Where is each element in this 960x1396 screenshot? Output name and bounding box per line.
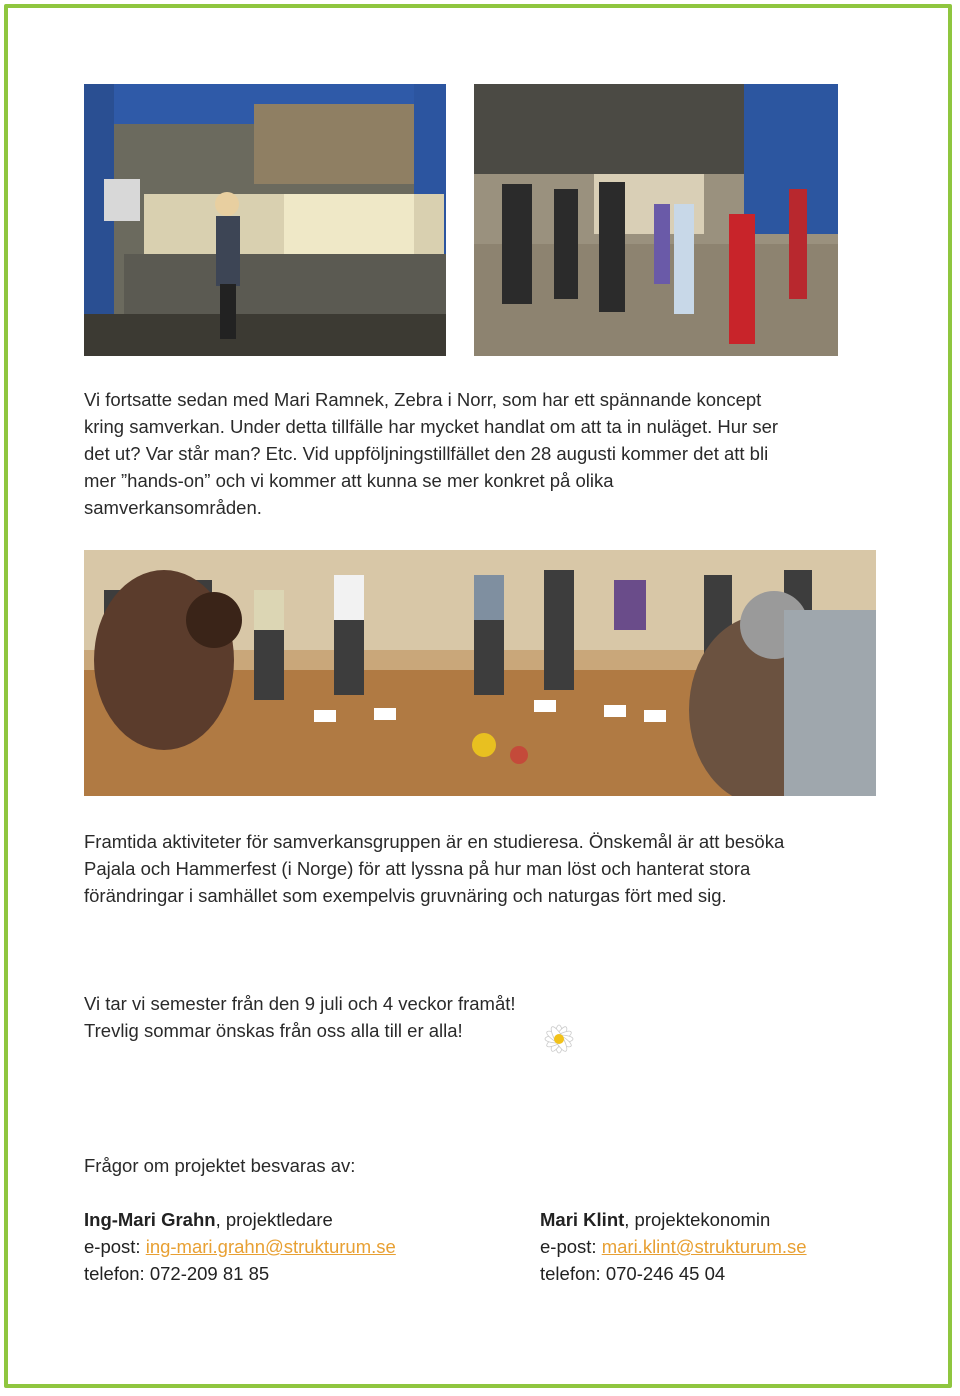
group-in-hall-photo (474, 84, 838, 356)
contact-ing-mari (84, 1206, 396, 1287)
text-line: förändringar i samhället som exempelvis gruvnäring och naturgas fört med sig. (84, 885, 727, 906)
email-link[interactable]: ing-mari.grahn@strukturum.se (145, 1236, 396, 1257)
contact-role: , projektekonomin (624, 1209, 771, 1230)
text-line: samverkansområden. (84, 497, 262, 518)
questions-heading: Frågor om projektet besvaras av: (84, 1155, 356, 1176)
email-label: e-post: (540, 1236, 602, 1257)
daisy-icon (536, 1016, 582, 1062)
meeting-circle-photo (84, 550, 876, 796)
paragraph-zebra (84, 386, 884, 521)
email-link[interactable]: mari.klint@strukturum.se (601, 1236, 807, 1257)
contact-phone: telefon: 072-209 81 85 (84, 1263, 270, 1284)
contact-name: Mari Klint (540, 1209, 625, 1230)
text-line: mer ”hands-on” och vi kommer att kunna se mer konkret på olika (84, 470, 614, 491)
text-line: Framtida aktiviteter för samverkansgruppen är en studieresa. Önskemål är att besöka (84, 831, 785, 852)
paragraph-semester (84, 990, 884, 1044)
text-line: Vi fortsatte sedan med Mari Ramnek, Zebra i Norr, som har ett spännande koncept (84, 389, 762, 410)
paragraph-questions (84, 1152, 884, 1179)
text-line: kring samverkan. Under detta tillfälle har mycket handlat om att ta in nuläget. Hur ser (84, 416, 779, 437)
text-line: Vi tar vi semester från den 9 juli och 4 veckor framåt! (84, 993, 516, 1014)
contact-mari-klint (540, 1206, 807, 1287)
paragraph-studieresa (84, 828, 884, 909)
text-line: Trevlig sommar önskas från oss alla till er alla! (84, 1020, 463, 1041)
contact-role: , projektledare (215, 1209, 333, 1230)
text-line: det ut? Var står man? Etc. Vid uppföljningstillfället den 28 augusti kommer det att bli (84, 443, 769, 464)
email-label: e-post: (84, 1236, 146, 1257)
contact-name: Ing-Mari Grahn (84, 1209, 216, 1230)
factory-furnace-photo (84, 84, 446, 356)
contact-phone: telefon: 070-246 45 04 (540, 1263, 726, 1284)
text-line: Pajala och Hammerfest (i Norge) för att lyssna på hur man löst och hanterat stora (84, 858, 751, 879)
